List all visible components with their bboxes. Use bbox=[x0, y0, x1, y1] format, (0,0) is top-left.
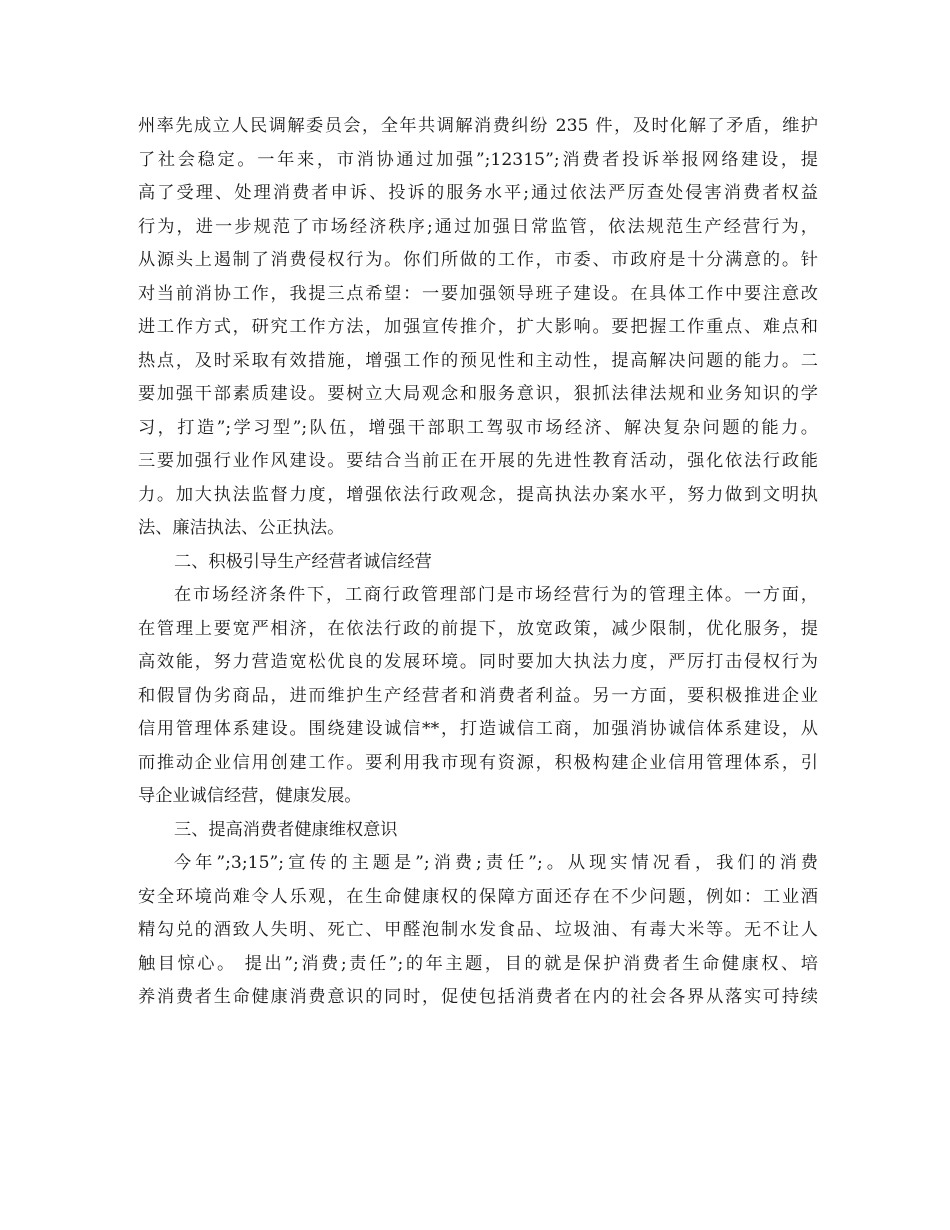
text-line: 从源头上遏制了消费侵权行为。你们所做的工作，市委、市政府是十分满意的。针 bbox=[138, 250, 818, 270]
text-line: 力。加大执法监督力度，增强依法行政观念，提高执法办案水平，努力做到文明执 bbox=[138, 484, 818, 505]
text-line: 信用管理体系建设。围绕建设诚信**，打造诚信工商，加强消协诚信体系建设，从 bbox=[138, 719, 818, 739]
text-line: 安全环境尚难令人乐观，在生命健康权的保障方面还存在不少问题，例如：工业酒 bbox=[138, 886, 818, 907]
text-line: 热点，及时采取有效措施，增强工作的预见性和主动性，提高解决问题的能力。二 bbox=[138, 350, 818, 371]
text-line: 高效能，努力营造宽松优良的发展环境。同时要加大执法力度，严厉打击侵权行为 bbox=[138, 652, 818, 672]
text-line: 而推动企业信用创建工作。要利用我市现有资源，积极构建企业信用管理体系，引 bbox=[138, 752, 818, 773]
text-line: 和假冒伪劣商品，进而维护生产经营者和消费者利益。另一方面，要积极推进企业 bbox=[138, 685, 818, 706]
paragraph-3 bbox=[138, 847, 818, 1015]
text-line: 三要加强行业作风建设。要结合当前正在开展的先进性教育活动，强化依法行政能 bbox=[138, 451, 818, 471]
text-line: 对当前消协工作，我提三点希望：一要加强领导班子建设。在具体工作中要注意改 bbox=[138, 283, 818, 304]
text-line: 了社会稳定。一年来，市消协通过加强”;12315”;消费者投诉举报网络建设，提 bbox=[138, 149, 818, 170]
text-line: 要加强干部素质建设。要树立大局观念和服务意识，狠抓法律法规和业务知识的学 bbox=[138, 384, 818, 404]
text-line: 精勾兑的酒致人失明、死亡、甲醛泡制水发食品、垃圾油、有毒大米等。无不让人 bbox=[138, 920, 818, 940]
text-line: 法、廉洁执法、公正执法。 bbox=[138, 518, 345, 538]
section-heading-3: 三、提高消费者健康维权意识 bbox=[174, 819, 398, 840]
text-line: 在管理上要宽严相济，在依法行政的前提下，放宽政策，减少限制，优化服务，提 bbox=[138, 618, 818, 639]
document-page bbox=[138, 110, 818, 1015]
text-line: 州率先成立人民调解委员会，全年共调解消费纠纷 235 件，及时化解了矛盾，维护 bbox=[138, 116, 818, 136]
text-line: 在市场经济条件下，工商行政管理部门是市场经营行为的管理主体。一方面， bbox=[174, 585, 818, 605]
text-line: 今年”;3;15”;宣传的主题是”;消费;责任”;。从现实情况看，我们的消费 bbox=[174, 853, 818, 873]
text-line: 行为，进一步规范了市场经济秩序;通过加强日常监管，依法规范生产经营行为， bbox=[138, 216, 818, 237]
text-line: 进工作方式，研究工作方法，加强宣传推介，扩大影响。要把握工作重点、难点和 bbox=[138, 317, 818, 337]
paragraph-1 bbox=[138, 110, 818, 546]
paragraph-2 bbox=[138, 579, 818, 814]
text-line: 养消费者生命健康消费意识的同时，促使包括消费者在内的社会各界从落实可持续 bbox=[138, 987, 818, 1007]
text-line: 导企业诚信经营，健康发展。 bbox=[138, 786, 362, 806]
text-line: 高了受理、处理消费者申诉、投诉的服务水平;通过依法严厉查处侵害消费者权益 bbox=[138, 183, 818, 203]
text-line: 触目惊心。 提出”;消费;责任”;的年主题，目的就是保护消费者生命健康权、培 bbox=[138, 953, 818, 974]
section-heading-2: 二、积极引导生产经营者诚信经营 bbox=[174, 551, 432, 572]
text-line: 习，打造”;学习型”;队伍，增强干部职工驾驭市场经济、解决复杂问题的能力。 bbox=[138, 417, 818, 438]
